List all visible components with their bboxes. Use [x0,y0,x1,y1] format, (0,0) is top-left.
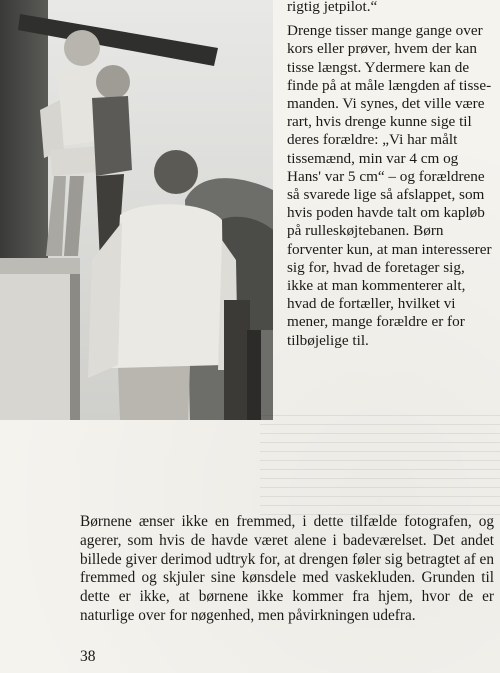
caption-paragraph: Børnene ænser ikke en fremmed, i dette tilfælde fotografen, og agerer, som hvis de havde været alene i badeværelset. Det andet billede giver derimod udtryk for, at drengen føler sig betragtet af en fremmed og skjuler sine kønsdele med vaskekluden. Grunden til dette er ikke, at børnene ikke kommer fra hjem, hvor de er naturlige over for nøgenhed, men påvirkningen udefra. [80,513,494,624]
photo-caption [80,513,494,626]
column-lead-line: rigtig jetpilot.“ [287,0,378,15]
photograph-children [0,0,273,420]
photo-illustration [0,0,273,420]
page-number: 38 [80,648,96,665]
column-body-paragraph: Drenge tisser mange gange over kors eller prøver, hvem der kan tisse længst. Ydermere kan de finde på at måle længden af tissemanden. Vi synes, det ville være rart, hvis drenge kunne sige til deres forældre: „Vi har målt tissemænd, min var 4 cm og Hans' var 5 cm“ – og forældrene så svarede lige så afslappet, som hvis poden havde talt om kapløb på rulleskøjtebanen. Børn forventer kun, at man interesserer sig for, hvad de foretager sig, ikke at man kommenterer alt, hvad de fortæller, hvilket vi mener, mange forældre er for tilbøjelige til. [287,22,492,349]
bleed-through-texture [260,415,500,515]
right-column-text [287,0,492,350]
